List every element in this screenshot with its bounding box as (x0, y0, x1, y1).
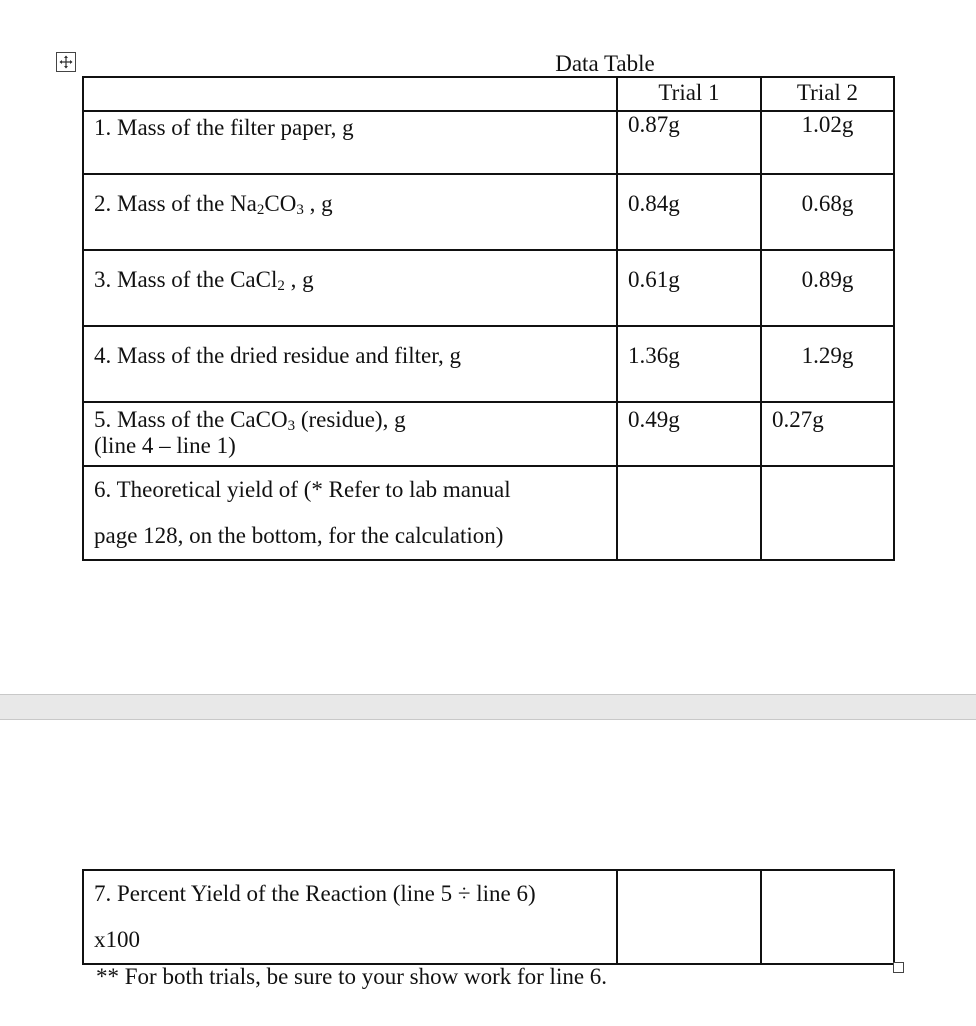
subscript: 2 (256, 202, 265, 218)
trial-2-value: 0.68g (801, 191, 854, 216)
row-label-text: x100 (94, 927, 140, 952)
table-row (83, 870, 894, 964)
trial-2-cell[interactable] (761, 111, 894, 174)
trial-1-cell[interactable] (617, 402, 761, 466)
table-row (83, 402, 894, 466)
row-label[interactable] (83, 466, 617, 560)
row-label-text: 6. Theoretical yield of (* Refer to lab manual (94, 477, 511, 502)
trial-1-value: 0.49g (628, 407, 680, 432)
table-row (83, 326, 894, 402)
row-label-text: 5. Mass of the CaCO (94, 407, 288, 432)
row-label[interactable] (83, 111, 617, 174)
subscript: 3 (287, 418, 296, 434)
trial-2-value: 1.02g (801, 112, 854, 137)
row-label-text: , g (284, 267, 314, 292)
trial-1-cell[interactable] (617, 250, 761, 326)
trial-1-cell[interactable] (617, 466, 761, 560)
row-label[interactable] (83, 870, 617, 964)
trial-1-value: 0.87g (628, 112, 680, 137)
header-trial-2[interactable]: Trial 2 (761, 77, 894, 111)
row-label-text: page 128, on the bottom, for the calculation) (94, 523, 504, 548)
trial-2-cell[interactable] (761, 466, 894, 560)
trial-1-cell[interactable] (617, 870, 761, 964)
trial-1-value: 0.61g (628, 267, 680, 292)
row-label-text: CO (264, 191, 297, 216)
page-break-gap (0, 694, 976, 720)
row-label-text: 2. Mass of the Na (94, 191, 257, 216)
trial-2-cell[interactable] (761, 174, 894, 250)
trial-2-cell[interactable] (761, 326, 894, 402)
row-label-text: 1. Mass of the filter paper, g (94, 115, 354, 140)
row-label-text: 3. Mass of the CaCl (94, 267, 278, 292)
trial-1-cell[interactable] (617, 326, 761, 402)
trial-2-value: 1.29g (801, 343, 854, 368)
trial-1-cell[interactable] (617, 174, 761, 250)
header-cell-blank[interactable] (83, 77, 617, 111)
table-move-handle-icon[interactable] (56, 52, 76, 72)
subscript: 2 (277, 278, 285, 294)
trial-2-cell[interactable] (761, 402, 894, 466)
table-row (83, 250, 894, 326)
table-row (83, 466, 894, 560)
trial-1-value: 0.84g (628, 191, 680, 216)
header-trial-1[interactable]: Trial 1 (617, 77, 761, 111)
trial-1-cell[interactable] (617, 111, 761, 174)
row-label-subline: (line 4 – line 1) (94, 433, 236, 458)
table-row (83, 174, 894, 250)
footnote: ** For both trials, be sure to your show work for line 6. (96, 964, 608, 989)
row-label-text: , g (303, 191, 333, 216)
subscript: 3 (296, 202, 304, 218)
trial-2-cell[interactable] (761, 870, 894, 964)
row-label[interactable] (83, 326, 617, 402)
table-title: Data Table (555, 51, 655, 76)
row-label[interactable] (83, 174, 617, 250)
row-label[interactable] (83, 250, 617, 326)
percent-yield-table[interactable] (82, 869, 895, 965)
row-label[interactable] (83, 402, 617, 466)
table-resize-handle-icon[interactable] (893, 962, 904, 973)
table-header-row (83, 77, 894, 111)
data-table[interactable] (82, 76, 895, 561)
trial-2-cell[interactable] (761, 250, 894, 326)
table-row (83, 111, 894, 174)
row-label-text: 4. Mass of the dried residue and filter, g (94, 343, 461, 368)
row-label-text: (residue), g (295, 407, 406, 432)
move-arrows-icon (59, 55, 73, 69)
trial-1-value: 1.36g (628, 343, 680, 368)
trial-2-value: 0.27g (772, 407, 824, 432)
row-label-text: 7. Percent Yield of the Reaction (line 5 ÷ line 6) (94, 881, 536, 906)
trial-2-value: 0.89g (801, 267, 854, 292)
